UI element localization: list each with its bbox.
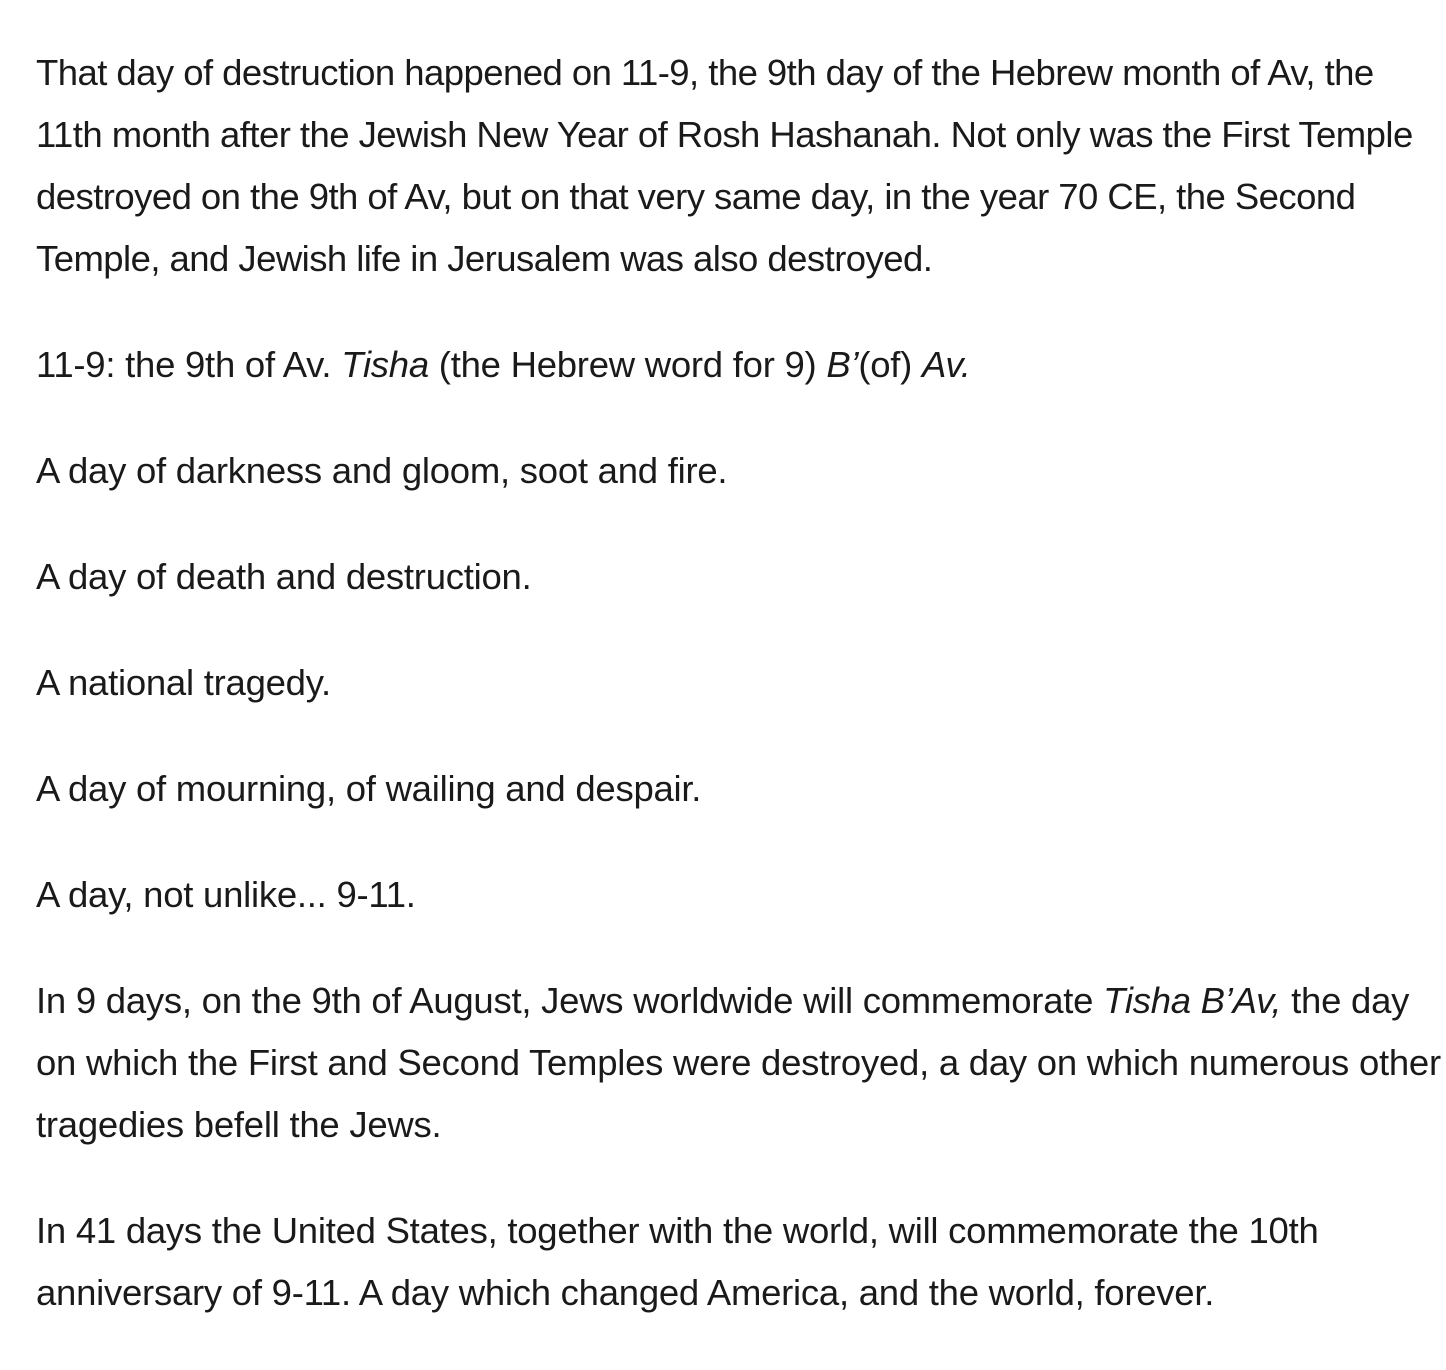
paragraph-commemorate-tisha-bav bbox=[36, 970, 1441, 1156]
article-body bbox=[36, 42, 1441, 1368]
paragraph-not-unlike: A day, not unlike... 9-11. bbox=[36, 874, 416, 915]
text-segment: 11-9: the 9th of Av. bbox=[36, 344, 342, 385]
paragraph-national-tragedy: A national tragedy. bbox=[36, 662, 331, 703]
text-segment: (the Hebrew word for 9) bbox=[428, 344, 827, 385]
paragraph-mourning: A day of mourning, of wailing and despair. bbox=[36, 768, 702, 809]
paragraph-darkness: A day of darkness and gloom, soot and fire. bbox=[36, 450, 728, 491]
text-segment: the day on which the First and Second Temples were destroyed, a day on which numerous other tragedies befell the Jews. bbox=[36, 980, 1441, 1145]
text-segment: In 9 days, on the 9th of August, Jews worldwide will commemorate bbox=[36, 980, 1104, 1021]
italic-word-tisha: Tisha bbox=[341, 344, 429, 385]
paragraph-anniversary-911: In 41 days the United States, together with the world, will commemorate the 10th anniversary of 9-11. A day which changed America, and the world, forever. bbox=[36, 1210, 1319, 1313]
paragraph-tisha-bav-origin: That day of destruction happened on 11-9, the 9th day of the Hebrew month of Av, the 11th month after the Jewish New Year of Rosh Hashanah. Not only was the First Temple destroyed on the 9th of Av, but on that very same day, in the year 70 CE, the Second Temple, and Jewish life in Jerusalem was also destroyed. bbox=[36, 52, 1413, 279]
paragraph-date-definition bbox=[36, 334, 1441, 396]
paragraph-death: A day of death and destruction. bbox=[36, 556, 532, 597]
italic-word-b: B’ bbox=[826, 344, 859, 385]
italic-phrase-tisha-bav: Tisha B’Av, bbox=[1103, 980, 1282, 1021]
italic-word-av: Av. bbox=[921, 344, 971, 385]
text-segment: (of) bbox=[858, 344, 922, 385]
